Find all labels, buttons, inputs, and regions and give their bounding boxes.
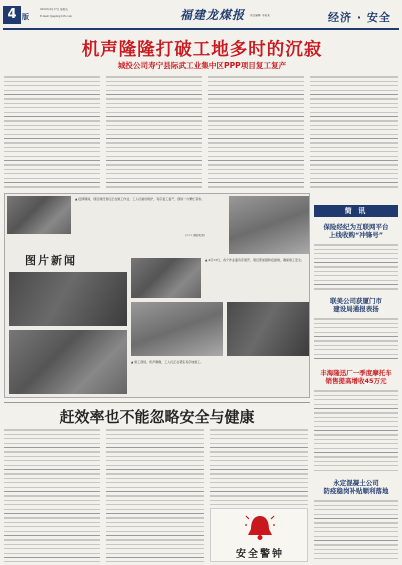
photo-6 (227, 302, 309, 356)
second-article-rule (4, 402, 310, 403)
lead-body-col-2 (106, 75, 202, 189)
email-line: E-mail: fjaqsb@126.com (40, 15, 72, 18)
brief-body-2 (314, 317, 398, 361)
brief-body-3 (314, 389, 398, 471)
lead-title: 机声隆隆打破工地多时的沉寂 (81, 40, 323, 60)
lead-body-col-1 (4, 75, 100, 189)
alarm-bell-icon (245, 513, 275, 541)
photo-credit: (××× 摄影报道) (185, 234, 205, 237)
second-body-col-1 (4, 428, 100, 562)
right-meta: 责任编辑: 李某某 (250, 14, 270, 17)
page-number-value: 4 (7, 7, 17, 22)
photo-2 (229, 196, 309, 254)
photo-news-box (4, 193, 310, 398)
second-article-title: 赶效率也不能忽略安全与健康 (59, 408, 255, 426)
briefs-column (314, 193, 398, 563)
lead-body-col-4 (310, 75, 398, 189)
brief-title-3: 丰海隆迅厂一季度摩托车 销售提高增收45万元 (320, 369, 392, 385)
lead-body-col-3 (208, 75, 304, 189)
brief-title-4: 永定混凝土公司 防疫稳岗补贴顺利落地 (323, 479, 389, 495)
section-title: 经济 · 安全 (328, 11, 391, 24)
briefs-header (314, 205, 398, 217)
second-body-col-2 (106, 428, 204, 562)
photo-caption-2: ▲ 4月13日，各个作业面有序展开，项目部加强防疫措施，确保施工安全。 (205, 258, 304, 262)
brief-title-2: 联美公司获厦门市 建设局通报表扬 (330, 297, 382, 313)
safety-label: 安全警钟 (236, 549, 284, 560)
photo-1 (7, 196, 71, 234)
brief-body-4 (314, 499, 398, 559)
date-line: 2020年4月17日 星期五 (40, 8, 68, 11)
header-rule (3, 28, 399, 30)
lead-subtitle: 城投公司寿宁县际武工业集中区PPP项目复工复产 (117, 61, 287, 70)
safety-graphic (210, 508, 308, 562)
second-body-col-3 (210, 428, 308, 506)
page-label: 版 (22, 12, 29, 21)
brief-body-1 (314, 243, 398, 291)
masthead: 福建龙煤报 (180, 8, 246, 22)
brief-title-1: 保险经纪为互联网平台 上线收购“冲锋号” (323, 223, 389, 239)
briefs-header-label: 简 讯 (344, 207, 368, 215)
page-number (3, 6, 21, 24)
photo-4 (131, 258, 201, 298)
photo-news-label: 图片新闻 (25, 254, 77, 267)
photo-caption-1: ▲ 疫情期间，项目建设者们正在施工作业，工人们做好防护，有序复工复产，现场一片繁忙景象。 (75, 197, 205, 201)
page-header (0, 0, 402, 30)
photo-7 (9, 330, 127, 394)
photo-3 (9, 272, 127, 326)
photo-caption-3: ▲ 施工现场，机声隆隆，工人们正在紧张有序地施工。 (131, 360, 204, 364)
photo-5 (131, 302, 223, 356)
